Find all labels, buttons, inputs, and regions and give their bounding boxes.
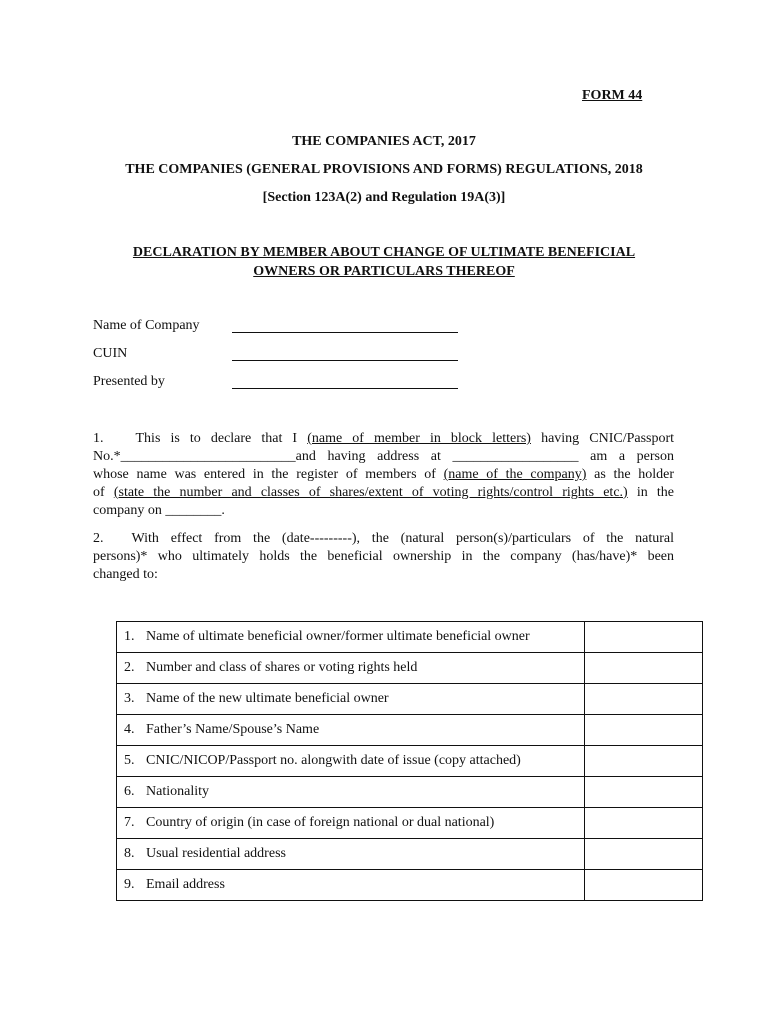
declaration-paragraph-2 xyxy=(93,530,674,584)
table-row xyxy=(117,777,703,808)
value-cell[interactable] xyxy=(585,870,703,901)
beneficial-owner-table xyxy=(116,621,703,901)
row-number: 7. xyxy=(124,815,135,830)
regulations-title: THE COMPANIES (GENERAL PROVISIONS AND FORMS) REGULATIONS, 2018 xyxy=(125,162,643,177)
value-cell[interactable] xyxy=(585,777,703,808)
company-name-field[interactable] xyxy=(232,332,458,333)
row-label-text: CNIC/NICOP/Passport no. alongwith date of issue (copy attached) xyxy=(146,753,521,768)
row-label-text: Number and class of shares or voting rights held xyxy=(146,660,418,675)
cuin-field[interactable] xyxy=(232,360,458,361)
para1-line1-end: having CNIC/Passport xyxy=(541,431,675,446)
para2-line1-text: With effect from the (date---------), the (natural person(s)/particulars of the natural xyxy=(131,531,674,546)
para2-number: 2. xyxy=(93,531,104,546)
para1-line3-start: whose name was entered in the register of members of xyxy=(93,467,436,482)
row-label-text: Nationality xyxy=(146,784,209,799)
company-name-label: Name of Company xyxy=(93,318,200,333)
act-title: THE COMPANIES ACT, 2017 xyxy=(292,134,476,149)
table-row xyxy=(117,839,703,870)
value-cell[interactable] xyxy=(585,622,703,653)
row-label-text: Country of origin (in case of foreign national or dual national) xyxy=(146,815,495,830)
presented-by-label: Presented by xyxy=(93,374,165,389)
row-number: 3. xyxy=(124,691,135,706)
row-number: 5. xyxy=(124,753,135,768)
row-number: 1. xyxy=(124,629,135,644)
para1-line3 xyxy=(93,466,674,484)
para1-intro-text: This is to declare that I xyxy=(135,431,298,446)
shares-placeholder: (state the number and classes of shares/extent of voting rights/control rights etc.) xyxy=(113,485,628,500)
para2-line2: persons)* who ultimately holds the beneficial ownership in the company (has/have)* been xyxy=(93,549,674,564)
para1-line4-end: in the xyxy=(636,485,674,500)
row-label xyxy=(117,653,585,684)
row-label-text: Father’s Name/Spouse’s Name xyxy=(146,722,320,737)
para1-number: 1. xyxy=(93,431,104,446)
row-number: 9. xyxy=(124,877,135,892)
declaration-title xyxy=(90,243,678,281)
row-label-text: Name of ultimate beneficial owner/former ultimate beneficial owner xyxy=(146,629,530,644)
form-number: FORM 44 xyxy=(582,88,643,103)
row-label xyxy=(117,746,585,777)
para1-line4 xyxy=(93,484,674,502)
cuin-label: CUIN xyxy=(93,346,128,361)
table-row xyxy=(117,684,703,715)
para1-line4-start: of xyxy=(93,485,105,500)
value-cell[interactable] xyxy=(585,746,703,777)
para1-line3-end: as the holder xyxy=(594,467,675,482)
row-label xyxy=(117,622,585,653)
para1-line2: No.*_________________________and having address at __________________ am a person xyxy=(93,449,674,464)
table-row xyxy=(117,808,703,839)
row-label xyxy=(117,777,585,808)
value-cell[interactable] xyxy=(585,839,703,870)
member-name-placeholder: (name of member in block letters) xyxy=(307,431,531,446)
row-label xyxy=(117,870,585,901)
presented-by-field[interactable] xyxy=(232,388,458,389)
value-cell[interactable] xyxy=(585,715,703,746)
row-number: 4. xyxy=(124,722,135,737)
row-number: 8. xyxy=(124,846,135,861)
company-name-placeholder: (name of the company) xyxy=(443,467,587,482)
row-label xyxy=(117,839,585,870)
table-row xyxy=(117,653,703,684)
declaration-paragraph-1 xyxy=(93,430,674,520)
row-label-text: Name of the new ultimate beneficial owner xyxy=(146,691,389,706)
table-row xyxy=(117,715,703,746)
value-cell[interactable] xyxy=(585,684,703,715)
row-label-text: Usual residential address xyxy=(146,846,286,861)
para1-line1 xyxy=(93,430,674,448)
declaration-title-line2: OWNERS OR PARTICULARS THEREOF xyxy=(253,264,515,279)
section-reference: [Section 123A(2) and Regulation 19A(3)] xyxy=(262,190,506,205)
para2-line3: changed to: xyxy=(93,567,158,582)
table-row xyxy=(117,746,703,777)
row-number: 6. xyxy=(124,784,135,799)
row-label xyxy=(117,808,585,839)
value-cell[interactable] xyxy=(585,653,703,684)
declaration-title-line1: DECLARATION BY MEMBER ABOUT CHANGE OF ULTIMATE BENEFICIAL xyxy=(132,245,636,260)
table-row xyxy=(117,622,703,653)
table-row xyxy=(117,870,703,901)
para1-line5: company on ________. xyxy=(93,503,225,518)
row-label-text: Email address xyxy=(146,877,225,892)
para2-line1 xyxy=(93,530,674,548)
row-number: 2. xyxy=(124,660,135,675)
row-label xyxy=(117,715,585,746)
row-label xyxy=(117,684,585,715)
value-cell[interactable] xyxy=(585,808,703,839)
